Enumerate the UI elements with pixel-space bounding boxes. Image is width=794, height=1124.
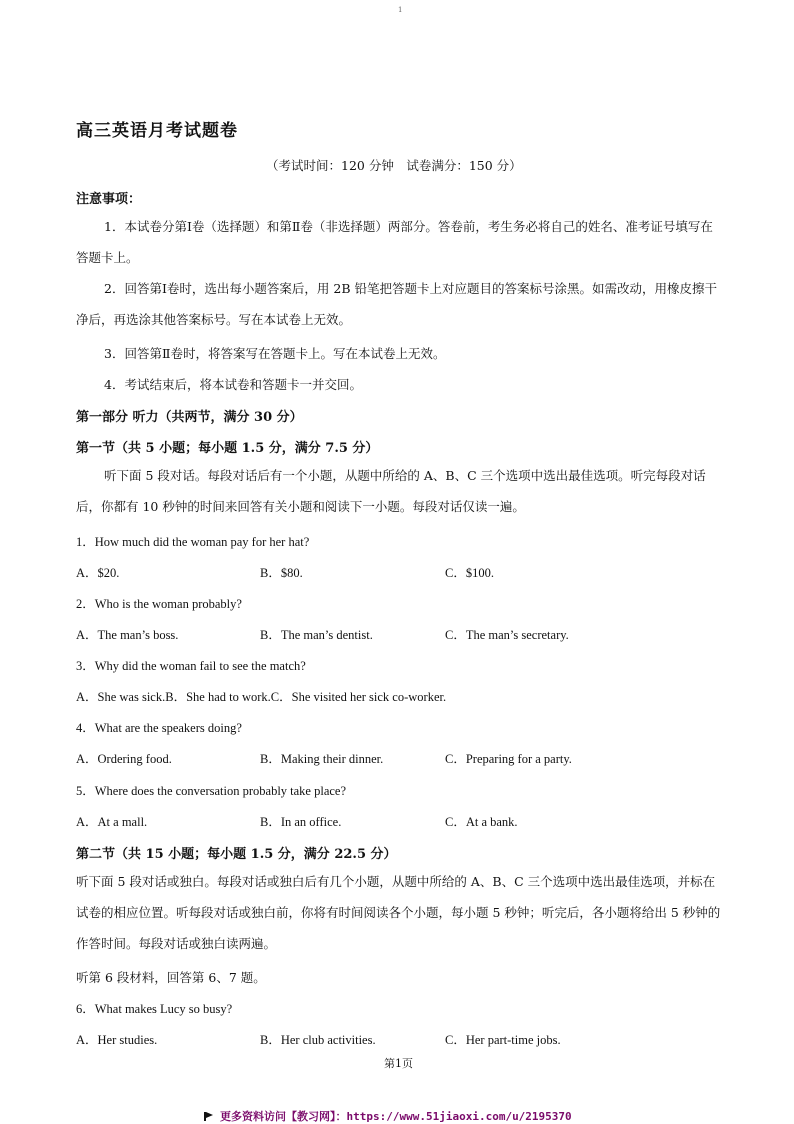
question-5: 5．Where does the conversation probably take place? [76, 784, 347, 798]
notice-item-4: 4．考试结束后，将本试卷和答题卡一并交回。 [104, 377, 362, 392]
question-2-option-b: B．The man’s dentist. [260, 628, 373, 642]
page-top-mark: 1 [398, 6, 403, 14]
footer-link-text: 更多资料访问【教习网】：https://www.51jiaoxi.com/u/2195370 [220, 1110, 572, 1123]
question-1-option-a: A．$20. [76, 566, 120, 580]
question-3-options: A．She was sick.B．She had to work.C．She visited her sick co-worker. [76, 690, 447, 704]
section1-heading: 第一节（共 5 小题；每小题 1.5 分，满分 7.5 分） [76, 441, 379, 456]
question-2-option-a: A．The man’s boss. [76, 628, 179, 642]
question-4-option-a: A．Ordering food. [76, 752, 172, 766]
exam-info: （考试时间：120 分钟 试卷满分：150 分） [266, 158, 522, 173]
section2-instructions: 听下面 5 段对话或独白。每段对话或独白后有几个小题，从题中所给的 A、B、C 三个选项中选出最佳选项，并标在试卷的相应位置。听每段对话或独白前，你将有时间阅读各个小题，每小题 5 秒钟；听完后，各小题将给出 5 秒钟的作答时间。每段对话或独白读两遍。 [76, 874, 721, 951]
question-4-option-c: C．Preparing for a party. [445, 752, 572, 766]
section1-instructions: 听下面 5 段对话。每段对话后有一个小题，从题中所给的 A、B、C 三个选项中选出最佳选项。听完每段对话后，你都有 10 秒钟的时间来回答有关小题和阅读下一小题。每段对话仅读一遍。 [76, 468, 706, 514]
question-5-option-a: A．At a mall. [76, 815, 148, 829]
question-4: 4．What are the speakers doing? [76, 721, 242, 735]
question-5-option-c: C．At a bank. [445, 815, 518, 829]
page-title: 高三英语月考试题卷 [76, 121, 238, 141]
question-6: 6．What makes Lucy so busy? [76, 1002, 233, 1016]
question-4-option-b: B．Making their dinner. [260, 752, 384, 766]
part1-heading: 第一部分 听力（共两节，满分 30 分） [76, 410, 303, 425]
page-number: 第1页 [384, 1057, 413, 1070]
footer-link[interactable] [204, 1108, 572, 1124]
question-6-option-c: C．Her part-time jobs. [445, 1033, 561, 1047]
question-3: 3．Why did the woman fail to see the match? [76, 659, 306, 673]
notice-heading: 注意事项： [76, 192, 142, 207]
question-2-option-c: C．The man’s secretary. [445, 628, 569, 642]
question-6-option-a: A．Her studies. [76, 1033, 158, 1047]
question-1-option-b: B．$80. [260, 566, 303, 580]
section2-heading: 第二节（共 15 小题；每小题 1.5 分，满分 22.5 分） [76, 847, 397, 862]
question-1: 1．How much did the woman pay for her hat? [76, 535, 310, 549]
question-1-option-c: C．$100. [445, 566, 494, 580]
notice-item-1: 1．本试卷分第Ⅰ卷（选择题）和第Ⅱ卷（非选择题）两部分。答卷前，考生务必将自己的姓名、准考证号填写在答题卡上。 [76, 219, 713, 265]
question-5-option-b: B．In an office. [260, 815, 342, 829]
material-6-instruction: 听第 6 段材料，回答第 6、7 题。 [76, 970, 266, 985]
notice-item-2: 2．回答第Ⅰ卷时，选出每小题答案后，用 2B 铅笔把答题卡上对应题目的答案标号涂黑。如需改动，用橡皮擦干净后，再选涂其他答案标号。写在本试卷上无效。 [76, 281, 717, 327]
flag-icon [204, 1112, 214, 1121]
question-2: 2．Who is the woman probably? [76, 597, 242, 611]
notice-item-3: 3．回答第Ⅱ卷时，将答案写在答题卡上。写在本试卷上无效。 [104, 346, 446, 361]
question-6-option-b: B．Her club activities. [260, 1033, 376, 1047]
